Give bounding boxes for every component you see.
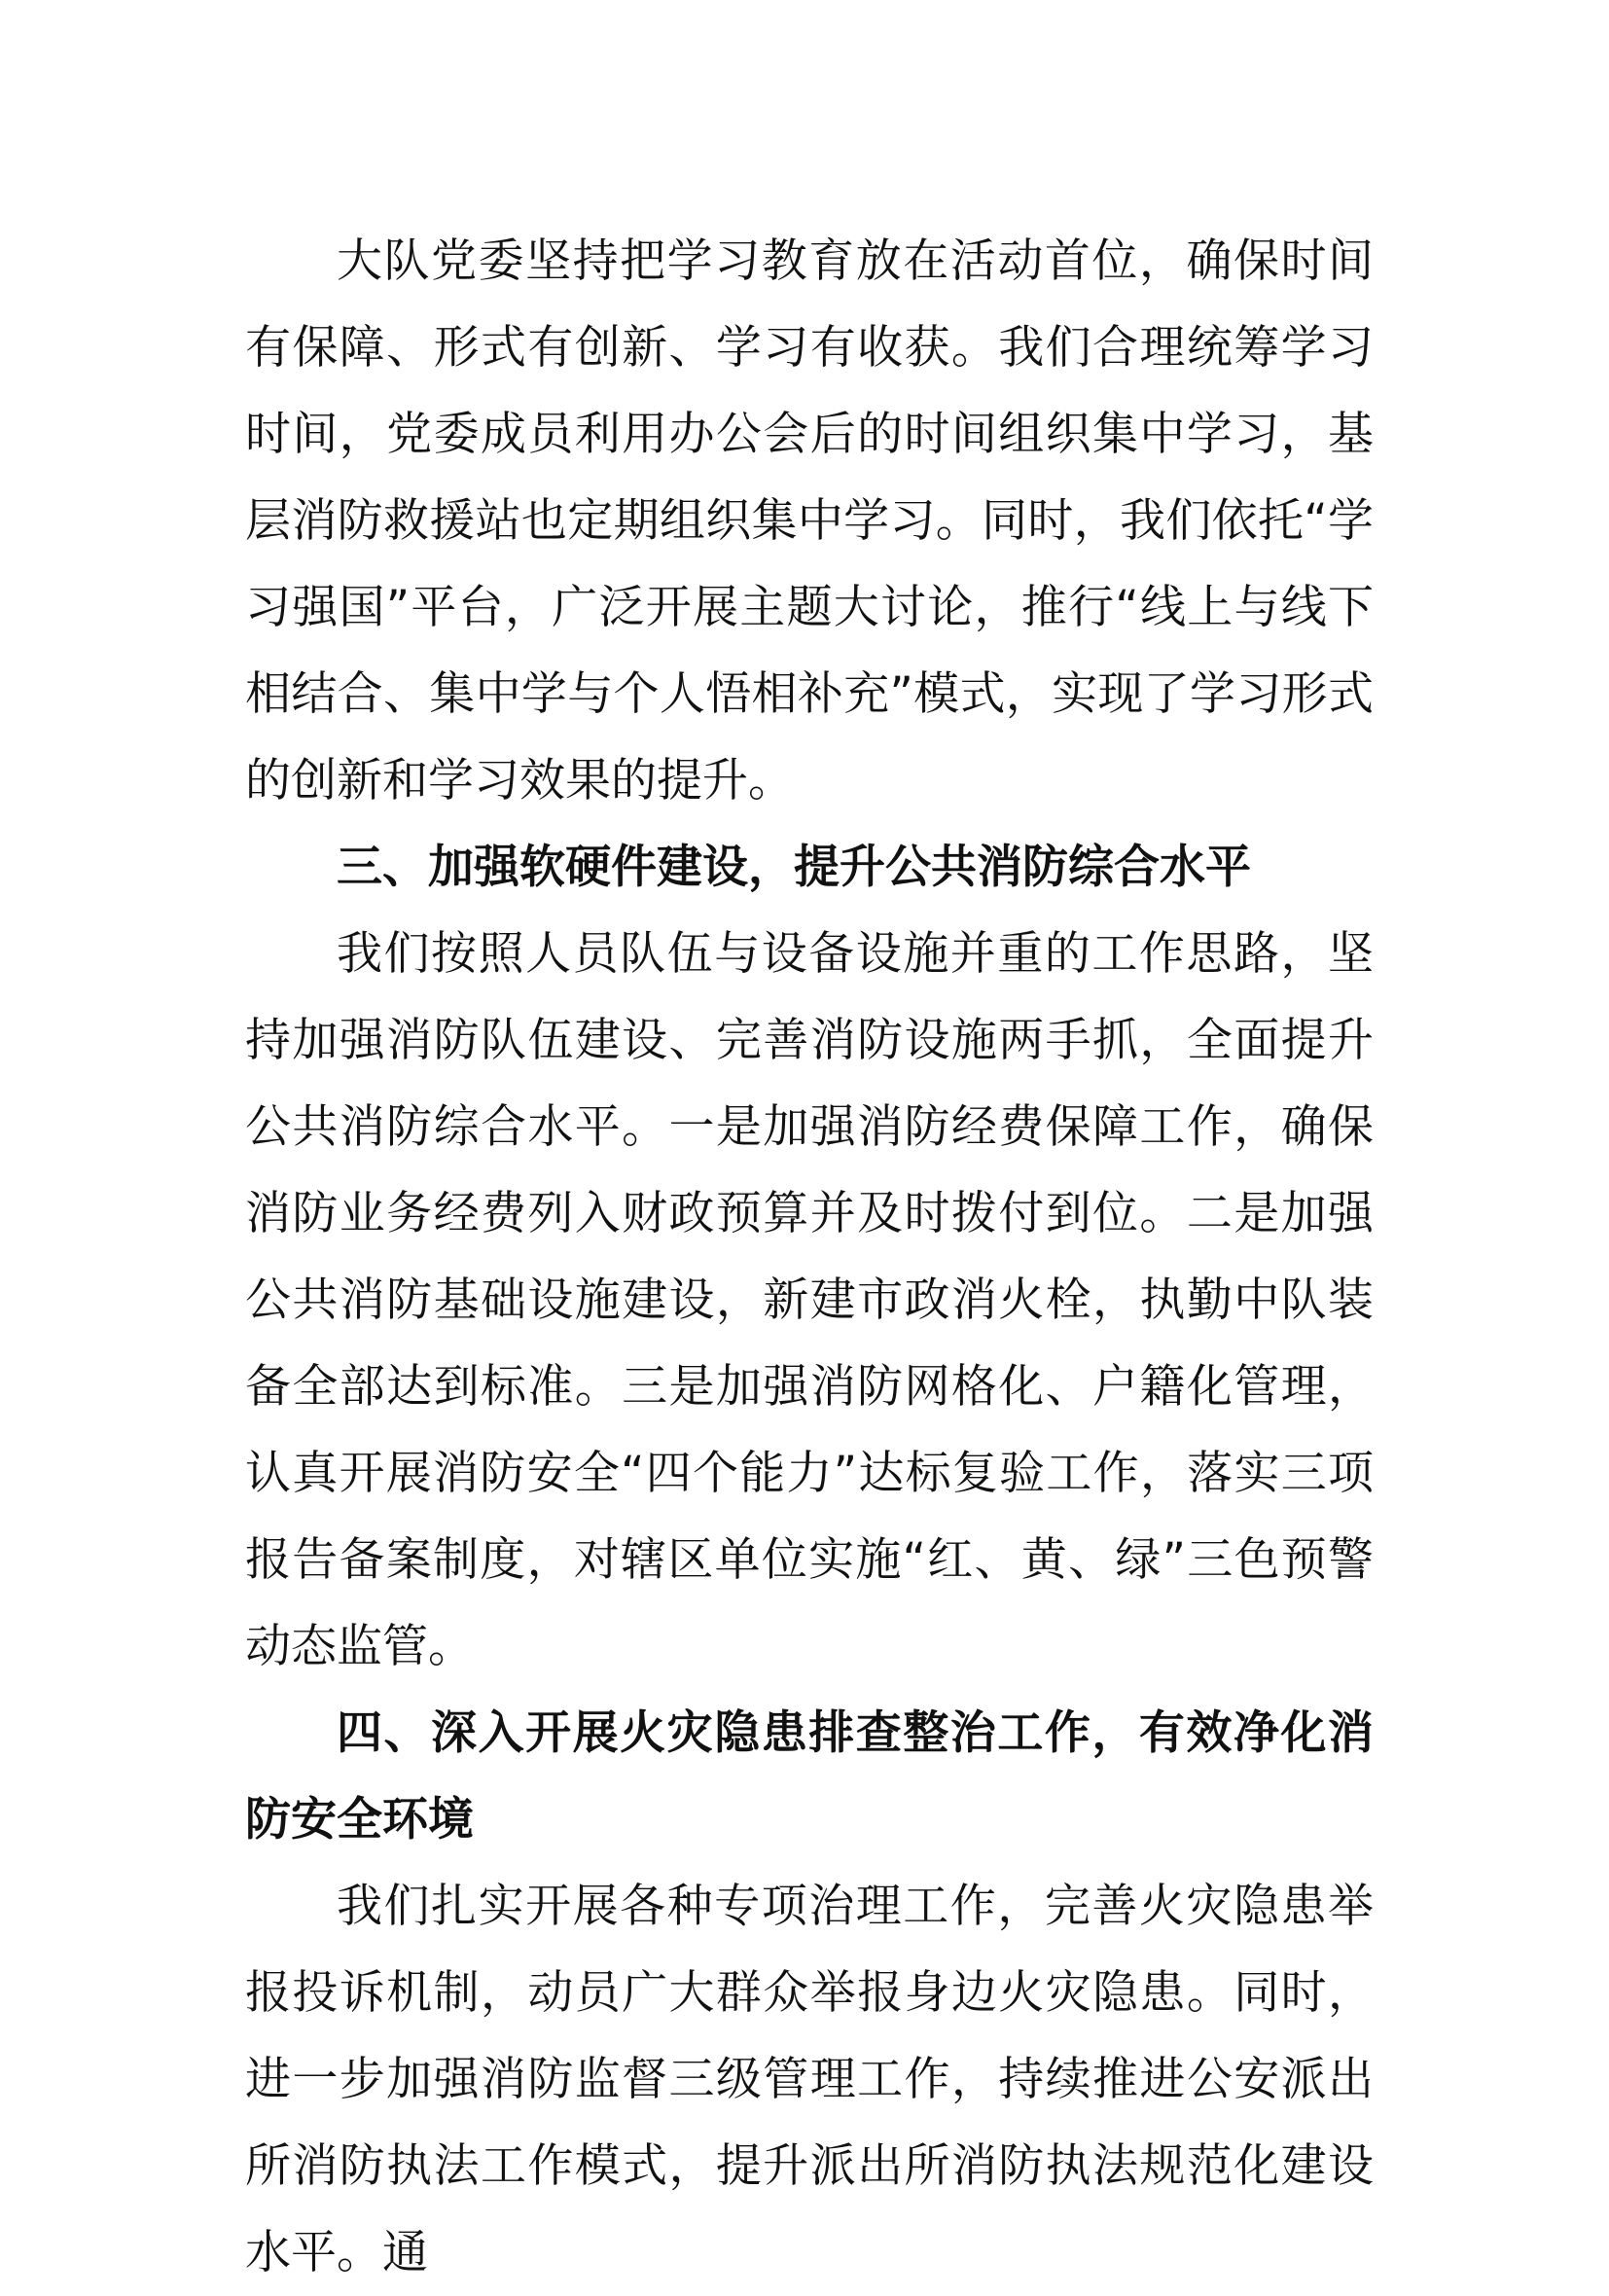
document-body: [245, 218, 1374, 2296]
section-heading-three: 三、加强软硬件建设，提升公共消防综合水平: [337, 841, 1251, 894]
section-heading-four: 四、深入开展火灾隐患排查整治工作，有效净化消防安全环境: [245, 1706, 1374, 1847]
paragraph-infrastructure: 我们按照人员队伍与设备设施并重的工作思路，坚持加强消防队伍建设、完善消防设施两手抓，全面提升公共消防综合水平。一是加强消防经费保障工作，确保消防业务经费列入财政预算并及时拨付到位。二是加强公共消防基础设施建设，新建市政消火栓，执勤中队装备全部达到标准。三是加强消防网格化、户籍化管理，认真开展消防安全“四个能力”达标复验工作，落实三项报告备案制度，对辖区单位实施“红、黄、绿”三色预警动态监管。: [245, 927, 1374, 1673]
paragraph-study-education: 大队党委坚持把学习教育放在活动首位，确保时间有保障、形式有创新、学习有收获。我们合理统筹学习时间，党委成员利用办公会后的时间组织集中学习，基层消防救援站也定期组织集中学习。同时，我们依托“学习强国”平台，广泛开展主题大讨论，推行“线上与线下相结合、集中学与个人悟相补充”模式，实现了学习形式的创新和学习效果的提升。: [245, 234, 1374, 807]
paragraph-hazard-rectification: 我们扎实开展各种专项治理工作，完善火灾隐患举报投诉机制，动员广大群众举报身边火灾隐患。同时，进一步加强消防监督三级管理工作，持续推进公安派出所消防执法工作模式，提升派出所消防执法规范化建设水平。通: [245, 1880, 1374, 2279]
